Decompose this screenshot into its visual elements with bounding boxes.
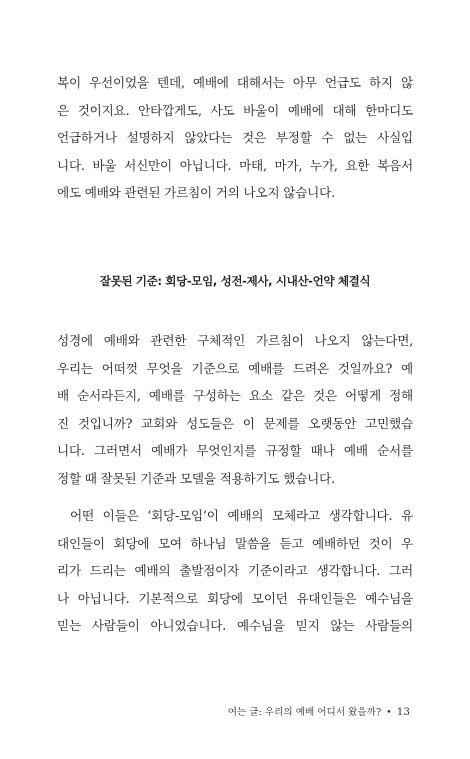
text-line: 어떤 이들은 ‘회당-모임’이 예배의 모체라고 생각합니다. 유 (70, 508, 413, 523)
text-line: 정할 때 잘못된 기준과 모델을 적용하기도 했습니다. (57, 470, 335, 486)
text-line: 배 순서라든지, 예배를 구성하는 요소 같은 것은 어떻게 정해 (57, 388, 413, 404)
text-line: 복이 우선이었을 텐데, 예배에 대해서는 아무 언급도 하지 않 (57, 75, 413, 90)
text-line: 믿는 사람들이 아니었습니다. 예수님을 믿지 않는 사람들의 (57, 618, 413, 634)
text-line: 니다. 그러면서 예배가 무엇인지를 규정할 때나 예배 순서를 (57, 443, 413, 459)
text-line: 대인들이 회당에 모여 하나님 말씀을 듣고 예배하던 것이 우 (57, 535, 413, 551)
text-line: 진 것입니까? 교회와 성도들은 이 문제를 오랫동안 고민했습 (57, 415, 413, 431)
text-line: 니다. 바울 서신만이 아닙니다. 마태, 마가, 누가, 요한 복음서 (57, 157, 413, 173)
running-title: 여는 글: 우리의 예배 어디서 왔을까? (227, 707, 382, 718)
text-line: 에도 예배와 관련된 가르침이 거의 나오지 않습니다. (57, 185, 335, 201)
text-line: 우리는 어떠껏 무엇을 기준으로 예배를 드려온 것일까요? 예 (57, 360, 413, 376)
footer-bullet: • (386, 707, 392, 718)
section-heading: 잘못된 기준: 회당-모임, 성전-제사, 시내산-언약 체결식 (99, 274, 371, 288)
body-paragraph (57, 327, 413, 493)
page-number: 13 (396, 706, 410, 718)
body-paragraph (57, 69, 413, 207)
text-line: 성경에 예배와 관련한 구체적인 가르침이 나오지 않는다면, (57, 333, 413, 348)
body-paragraph (57, 502, 413, 640)
text-line: 은 것이지요. 안타깝게도, 사도 바울이 예배에 대해 한마디도 (57, 102, 413, 118)
text-line: 리가 드리는 예배의 출발점이자 기준이라고 생각합니다. 그러 (57, 563, 413, 579)
text-line: 나 아닙니다. 기본적으로 회당에 모이던 유대인들은 예수님을 (57, 590, 413, 606)
text-line: 언급하거나 설명하지 않았다는 것은 부정할 수 없는 사실입 (57, 130, 413, 146)
page-footer (228, 704, 410, 718)
